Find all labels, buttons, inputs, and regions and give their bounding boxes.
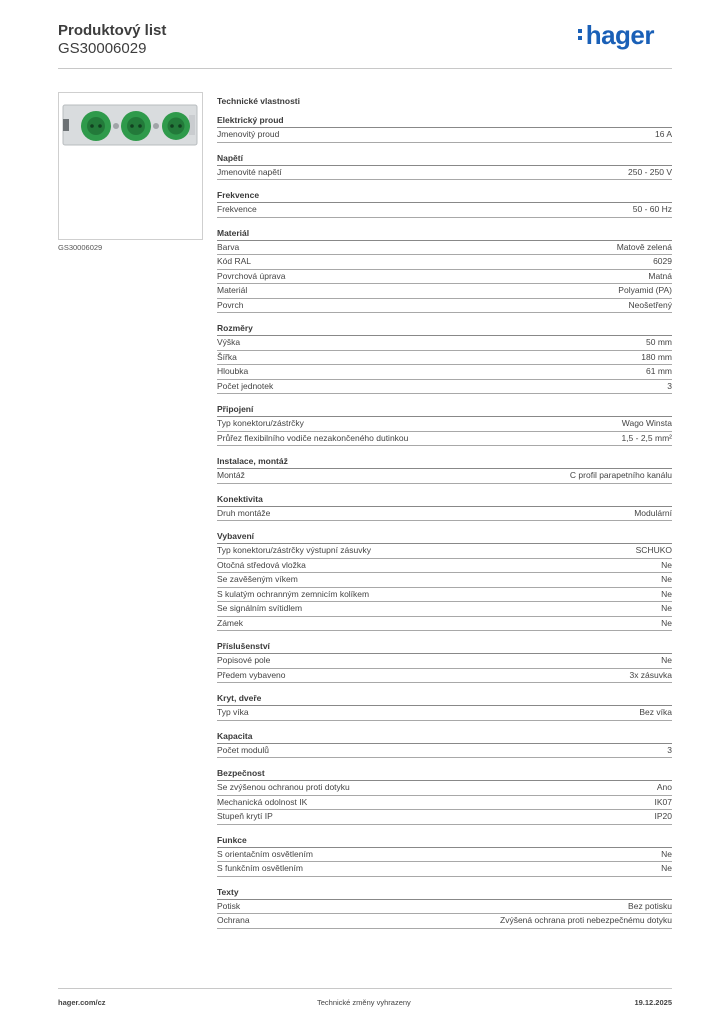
spec-label: Počet modulů [217, 744, 269, 755]
spec-label: Průřez flexibilního vodiče nezakončeného dutinkou [217, 432, 409, 443]
spec-label: Montáž [217, 470, 245, 480]
spec-row [217, 810, 672, 825]
spec-value: 6029 [653, 256, 672, 266]
spec-row [217, 900, 672, 915]
socket-strip-illustration [59, 93, 202, 239]
logo-text: hager [585, 20, 654, 50]
spec-row [217, 336, 672, 351]
spec-value: Bez víka [639, 707, 672, 717]
spec-row [217, 602, 672, 617]
spec-label: S orientačním osvětlením [217, 848, 313, 859]
spec-group [217, 115, 672, 143]
spec-label: Druh montáže [217, 507, 271, 518]
spec-row [217, 417, 672, 432]
spec-row [217, 588, 672, 603]
spec-label: Kód RAL [217, 256, 252, 266]
technical-specifications [217, 95, 672, 939]
spec-row [217, 128, 672, 143]
spec-label: Barva [217, 241, 240, 252]
page-header [58, 22, 672, 68]
spec-label: Zámek [217, 617, 243, 628]
spec-value: 3x zásuvka [629, 669, 672, 680]
spec-row [217, 203, 672, 218]
spec-group-title: Konektivita [217, 494, 672, 507]
spec-row [217, 432, 672, 447]
spec-group-title: Kryt, dveře [217, 693, 672, 706]
spec-value: Ne [661, 574, 672, 584]
spec-value: 1,5 - 2,5 mm² [621, 432, 672, 443]
spec-value: Modulární [634, 507, 672, 518]
product-image [58, 92, 203, 240]
spec-row [217, 299, 672, 314]
footer-divider [58, 988, 672, 989]
spec-group-title: Funkce [217, 835, 672, 848]
spec-row [217, 669, 672, 684]
spec-value: IP20 [654, 811, 672, 821]
spec-value: Polyamid (PA) [618, 285, 672, 295]
spec-row [217, 544, 672, 559]
logo-dots-icon [578, 29, 583, 43]
spec-value: Ne [661, 863, 672, 873]
spec-group-title: Bezpečnost [217, 768, 672, 781]
spec-row [217, 241, 672, 256]
spec-group-title: Instalace, montáž [217, 456, 672, 469]
spec-value: Wago Winsta [621, 418, 672, 428]
spec-group-title: Frekvence [217, 190, 672, 203]
spec-value: Matná [648, 270, 672, 281]
spec-label: Popisové pole [217, 655, 271, 665]
spec-label: Šířka [217, 351, 237, 362]
spec-row [217, 862, 672, 877]
spec-group [217, 835, 672, 877]
spec-group [217, 531, 672, 631]
spec-group [217, 768, 672, 825]
spec-label: Materiál [217, 285, 248, 295]
spec-label: Potisk [217, 900, 241, 911]
spec-value: Zvýšená ochrana proti nebezpečnému dotyku [500, 915, 672, 925]
spec-label: Jmenovitý proud [217, 129, 280, 139]
spec-value: 61 mm [646, 366, 672, 376]
spec-group [217, 641, 672, 683]
spec-label: Výška [217, 337, 241, 347]
spec-value: IK07 [654, 796, 672, 807]
spec-group [217, 153, 672, 181]
product-code: GS30006029 [58, 40, 147, 57]
spec-label: S kulatým ochranným zemnicím kolíkem [217, 588, 370, 599]
spec-row [217, 573, 672, 588]
spec-value: 250 - 250 V [628, 166, 672, 177]
image-caption: GS30006029 [58, 243, 103, 252]
footer-note: Technické změny vyhrazeny [317, 998, 411, 1007]
spec-label: Se signálním svítidlem [217, 603, 303, 613]
spec-group-title: Napětí [217, 153, 672, 166]
spec-group [217, 693, 672, 721]
header-divider [58, 68, 672, 69]
spec-value: Ne [661, 848, 672, 859]
spec-value: Ne [661, 617, 672, 628]
spec-row [217, 617, 672, 632]
spec-row [217, 507, 672, 522]
spec-row [217, 559, 672, 574]
spec-value: C profil parapetního kanálu [569, 470, 672, 480]
spec-label: Se zavěšeným víkem [217, 574, 298, 584]
spec-value: 3 [667, 380, 672, 391]
spec-value: Bez potisku [628, 900, 672, 911]
spec-row [217, 914, 672, 929]
spec-label: Ochrana [217, 915, 250, 925]
spec-group [217, 731, 672, 759]
spec-group-title: Připojení [217, 404, 672, 417]
spec-group [217, 887, 672, 929]
spec-label: Se zvýšenou ochranou proti dotyku [217, 782, 350, 792]
spec-label: Typ víka [217, 707, 249, 717]
spec-row [217, 744, 672, 759]
spec-value: SCHUKO [635, 545, 672, 555]
hager-logo [578, 22, 654, 48]
spec-value: Ne [661, 588, 672, 599]
spec-group-title: Rozměry [217, 323, 672, 336]
spec-group-title: Vybavení [217, 531, 672, 544]
spec-row [217, 270, 672, 285]
spec-value: 3 [667, 744, 672, 755]
spec-value: Ano [656, 782, 672, 792]
spec-group [217, 456, 672, 484]
spec-group [217, 404, 672, 446]
spec-value: 16 A [654, 129, 672, 139]
spec-row [217, 706, 672, 721]
spec-label: Otočná středová vložka [217, 559, 306, 570]
spec-group-title: Elektrický proud [217, 115, 672, 128]
footer-website: hager.com/cz [58, 998, 106, 1007]
document-title: Produktový list [58, 22, 167, 39]
spec-label: Jmenovité napětí [217, 166, 282, 177]
spec-row [217, 284, 672, 299]
spec-row [217, 654, 672, 669]
spec-group [217, 190, 672, 218]
spec-group-title: Kapacita [217, 731, 672, 744]
spec-label: Mechanická odolnost IK [217, 796, 308, 807]
spec-row [217, 166, 672, 181]
spec-group [217, 323, 672, 394]
spec-group [217, 494, 672, 522]
spec-group-title: Příslušenství [217, 641, 672, 654]
spec-label: Předem vybaveno [217, 669, 286, 680]
spec-value: Neošetřený [628, 299, 672, 310]
spec-label: Typ konektoru/zástrčky [217, 418, 304, 428]
spec-row [217, 796, 672, 811]
spec-label: Hloubka [217, 366, 249, 376]
spec-label: Počet jednotek [217, 380, 274, 391]
spec-label: Typ konektoru/zástrčky výstupní zásuvky [217, 545, 372, 555]
spec-row [217, 781, 672, 796]
spec-value: Ne [661, 655, 672, 665]
spec-label: Frekvence [217, 204, 257, 214]
spec-value: Matově zelená [616, 241, 672, 252]
specs-title: Technické vlastnosti [217, 96, 300, 106]
spec-value: Ne [661, 559, 672, 570]
spec-row [217, 848, 672, 863]
spec-row [217, 351, 672, 366]
spec-row [217, 469, 672, 484]
spec-row [217, 380, 672, 395]
spec-value: Ne [661, 603, 672, 613]
spec-label: Povrch [217, 299, 244, 310]
spec-value: 50 mm [646, 337, 672, 347]
spec-label: Stupeň krytí IP [217, 811, 273, 821]
spec-label: Povrchová úprava [217, 270, 286, 281]
spec-group-title: Materiál [217, 228, 672, 241]
spec-groups [217, 115, 672, 929]
spec-value: 180 mm [641, 351, 672, 362]
footer-date: 19.12.2025 [634, 998, 672, 1007]
spec-row [217, 365, 672, 380]
spec-label: S funkčním osvětlením [217, 863, 303, 873]
spec-group-title: Texty [217, 887, 672, 900]
spec-row [217, 255, 672, 270]
spec-value: 50 - 60 Hz [632, 204, 672, 214]
spec-group [217, 228, 672, 314]
